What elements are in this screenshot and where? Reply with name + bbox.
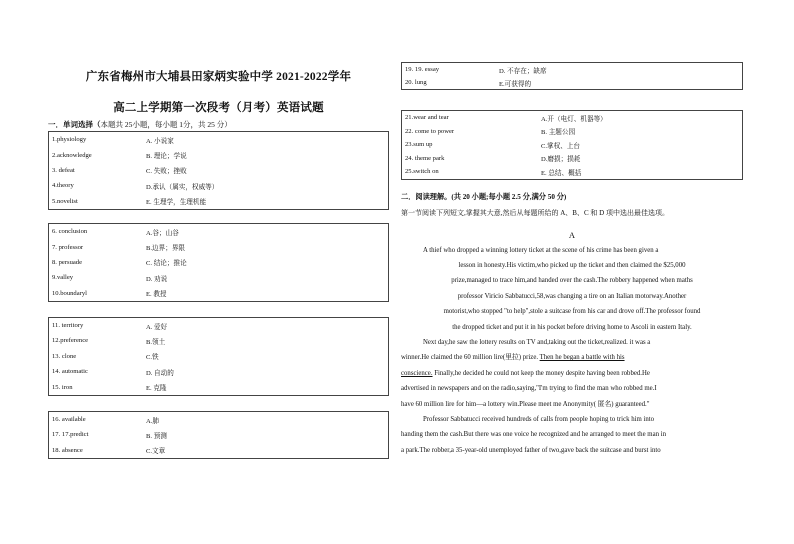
section1-heading-note: 本题共 25小题，每小题 1分，共 25 分） [100, 120, 232, 129]
passage-line: professor Viricio Sabbatucci,58,was changing a tire on an Italian motorway.Another [457, 292, 687, 300]
passage-line: handing them the cash.But there was one voice he recognized and he arranged to meet the man in [401, 431, 666, 439]
passage-line: lesson in honesty.His victim,who picked up the ticket and then claimed the $25,000 [458, 261, 686, 269]
passage-label: A [568, 229, 576, 240]
word-cell: 12.preference [52, 337, 89, 345]
word-cell: 9.valley [52, 274, 74, 282]
table-row [49, 411, 389, 427]
exam-title-line1: 广东省梅州市大埔县田家炳实验中学 2021-2022学年 [85, 71, 352, 83]
word-cell: 23.sum up [405, 141, 433, 149]
table-row [402, 63, 743, 77]
word-cell: 13. clone [52, 352, 77, 360]
meaning-cell: E. 克隆 [146, 385, 167, 393]
table-row [402, 152, 743, 166]
table-row [402, 125, 743, 139]
passage-fragment: winner.He claimed the 60 million lire(里拉) prize. [401, 354, 539, 362]
meaning-cell: E. 教授 [146, 291, 167, 299]
meaning-cell: C. 结论；推论 [146, 260, 187, 268]
word-cell: 25.switch on [405, 168, 439, 176]
meaning-cell: E. 生理学，生理机能 [146, 199, 207, 207]
passage-line [401, 350, 743, 365]
meaning-cell: D. 不存在；缺席 [499, 67, 547, 75]
meaning-cell: B. 预测 [146, 432, 167, 440]
word-cell: 5.novelist [52, 197, 78, 205]
word-cell: 6. conclusion [52, 228, 88, 236]
meaning-cell: B. 主题公园 [541, 129, 576, 137]
table-row [402, 76, 743, 90]
passage-fragment: Finally,he decided he could not keep the money despite having been robbed.He [432, 369, 650, 377]
right-column [401, 62, 743, 458]
meaning-cell: C.铁 [146, 354, 159, 362]
table-row [49, 178, 389, 193]
meaning-cell: B.边界；界限 [146, 245, 186, 253]
section2-instructions: 第一节阅读下列短文,掌握其大意,然后从每题所给的 A、B、C 和 D 项中选出最佳选项。 [401, 208, 669, 217]
word-cell: 24. theme park [405, 154, 445, 162]
passage-line: prize,managed to trace him,and handed over the cash.The robbery happened when maths [451, 277, 693, 285]
meaning-cell: C.文章 [146, 448, 166, 456]
exam-title-line2: 高二上学期第一次段考（月考）英语试题 [113, 102, 324, 114]
passage-line: a park.The robber,a 35-year-old unemployed father of two,gave back the suitcase and burst into [401, 446, 661, 454]
word-cell: 16. available [52, 416, 86, 424]
left-column [48, 62, 389, 459]
word-group-2 [48, 223, 389, 302]
table-row [49, 333, 389, 348]
word-cell: 21.wear and tear [405, 114, 449, 122]
word-cell: 4.theory [52, 182, 74, 190]
word-cell: 11. territory [52, 322, 84, 330]
table-row [49, 317, 389, 333]
word-cell: 7. professor [52, 243, 84, 251]
word-cell: 19. 19. essay [405, 66, 440, 73]
meaning-cell: D. 劝说 [146, 275, 168, 283]
section1-heading [48, 119, 389, 131]
table-row [49, 223, 389, 239]
table-row [49, 163, 389, 178]
word-group-5 [401, 110, 743, 180]
passage-line: motorist,who stopped "to help",stole a suitcase from his car and drove off.The professor found [443, 308, 701, 316]
table-row [402, 111, 743, 125]
table-row [402, 165, 743, 179]
word-cell: 2.acknowledge [52, 151, 92, 159]
word-cell: 22. come to power [405, 127, 455, 135]
table-row [49, 349, 389, 364]
table-row [49, 239, 389, 254]
word-cell: 20. lung [405, 79, 427, 86]
table-row [49, 132, 389, 148]
meaning-cell: A.谷；山谷 [146, 229, 179, 237]
section2-heading: 二．阅读理解。(共 20 小题;每小题 2.5 分,满分 50 分) [401, 192, 567, 201]
meaning-cell: A.开（电灯、机器等） [541, 115, 607, 123]
passage-line: Next day,he saw the lottery results on TV and,taking out the ticket,realized. it was a [423, 338, 651, 346]
meaning-cell: E.可获得的 [499, 80, 532, 88]
passage-line: A thief who dropped a winning lottery ticket at the scene of his crime has been given a [423, 246, 659, 254]
underlined-phrase: conscience. [401, 369, 433, 377]
underlined-phrase: Then he began a battle with his [539, 354, 625, 362]
meaning-cell: B.领土 [146, 338, 166, 346]
table-row [49, 255, 389, 270]
word-cell: 18. absence [52, 446, 83, 454]
meaning-cell: D.磨损；损耗 [541, 156, 581, 164]
table-row [49, 379, 389, 395]
passage-line: the dropped ticket and put it in his pocket before driving home to Ascoli in eastern Italy. [452, 323, 692, 331]
table-row [49, 364, 389, 379]
word-cell: 15. iron [52, 383, 73, 391]
table-row [49, 443, 389, 459]
meaning-cell: E. 总结、概括 [541, 169, 582, 177]
meaning-cell: C. 失败；挫败 [146, 168, 187, 176]
word-cell: 1.physiology [52, 136, 87, 144]
word-cell: 17. 17.predict [52, 431, 89, 439]
passage-line [401, 366, 743, 381]
table-row [49, 194, 389, 210]
meaning-cell: A. 小说家 [146, 137, 174, 145]
meaning-cell: D.承认（属实，权威等） [146, 183, 219, 191]
passage-text [401, 243, 743, 459]
table-row [49, 147, 389, 162]
passage-line: have 60 million lire for him—a lottery win.Please meet me Anonymity( 匿名) guaranteed." [401, 400, 650, 408]
table-row [49, 427, 389, 442]
word-cell: 8. persuade [52, 258, 83, 266]
table-row [49, 270, 389, 285]
word-group-4 [48, 411, 389, 459]
word-cell: 10.boundaryl [52, 289, 87, 297]
section1-heading-label: 一．单词选择（ [48, 120, 101, 129]
word-group-4-continued [401, 62, 743, 90]
word-group-1 [48, 131, 389, 210]
table-row [49, 286, 389, 302]
word-cell: 14. automatic [52, 368, 88, 376]
word-cell: 3. defeat [52, 166, 75, 174]
table-row [402, 138, 743, 152]
passage-line: advertised in newspapers and on the radio,saying,"I'm trying to find the man who robbed me.I [401, 385, 657, 393]
passage-line: Professor Sabbatucci received hundreds of calls from people hoping to trick him into [423, 415, 655, 423]
meaning-cell: C.掌权、上台 [541, 142, 581, 150]
word-group-3 [48, 317, 389, 396]
meaning-cell: A. 爱好 [146, 323, 168, 331]
meaning-cell: B. 理论；学说 [146, 153, 187, 161]
meaning-cell: A.肺 [146, 417, 160, 425]
meaning-cell: D. 自动的 [146, 369, 174, 377]
